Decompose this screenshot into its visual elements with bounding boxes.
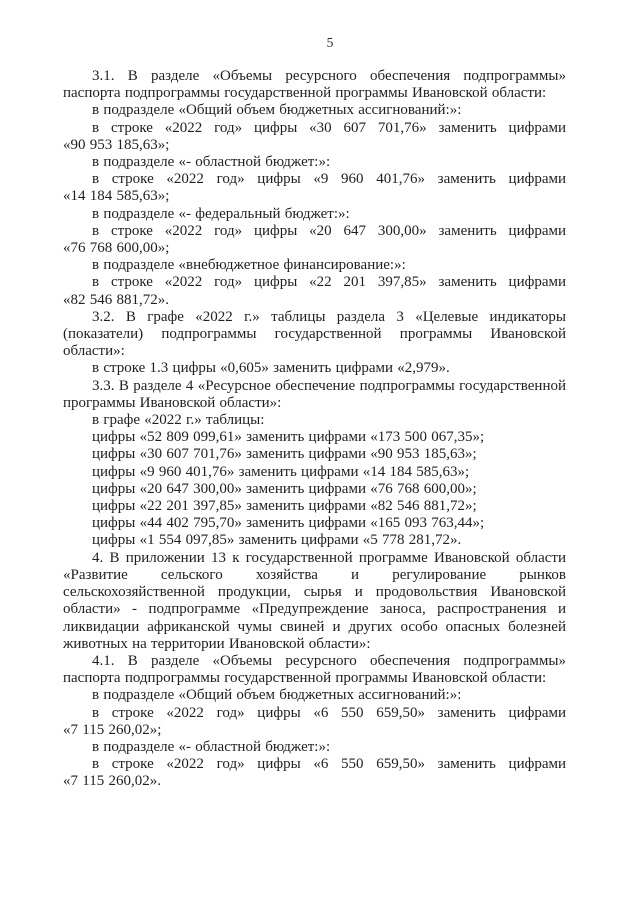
page-number: 5: [326, 35, 334, 50]
paragraph-2: в подразделе «Общий объем бюджетных ассигнований:»:: [92, 102, 462, 119]
paragraph-5: в строке «2022 год» цифры «9 960 401,76» заменить цифрами «14 184 585,63»;: [63, 171, 566, 205]
paragraph-15: цифры «30 607 701,76» заменить цифрами «90 953 185,63»;: [92, 446, 477, 463]
paragraph-23: в подразделе «Общий объем бюджетных ассигнований:»:: [92, 687, 462, 704]
paragraph-8: в подразделе «внебюджетное финансирование:»:: [92, 257, 406, 274]
paragraph-19: цифры «44 402 795,70» заменить цифрами «165 093 763,44»;: [92, 515, 485, 532]
paragraph-9: в строке «2022 год» цифры «22 201 397,85» заменить цифрами «82 546 881,72».: [63, 274, 566, 308]
paragraph-26: в строке «2022 год» цифры «6 550 659,50» заменить цифрами «7 115 260,02».: [63, 756, 566, 790]
paragraph-18: цифры «22 201 397,85» заменить цифрами «82 546 881,72»;: [92, 498, 477, 515]
paragraph-25: в подразделе «- областной бюджет:»:: [92, 738, 331, 755]
document-body: [63, 68, 566, 791]
paragraph-13: в графе «2022 г.» таблицы:: [92, 412, 265, 429]
paragraph-3: в строке «2022 год» цифры «30 607 701,76» заменить цифрами «90 953 185,63»;: [63, 119, 566, 153]
paragraph-21: 4. В приложении 13 к государственной программе Ивановской области «Развитие сельского хозяйства и регулирование рынков сельскохозяйственной продукции, сырья и продовольствия Ивановской области» - подпрограмме «Предупреждение заноса, распространения и ликвидации африканской чумы свиней и других особо опасных болезней животных на территории Ивановской области»:: [63, 549, 566, 652]
paragraph-22: 4.1. В разделе «Объемы ресурсного обеспечения подпрограммы» паспорта подпрограммы государственной программы Ивановской области:: [63, 652, 566, 687]
paragraph-6: в подразделе «- федеральный бюджет:»:: [92, 205, 350, 222]
paragraph-11: в строке 1.3 цифры «0,605» заменить цифрами «2,979».: [92, 360, 450, 377]
paragraph-1: 3.1. В разделе «Объемы ресурсного обеспечения подпрограммы» паспорта подпрограммы государственной программы Ивановской области:: [63, 68, 566, 102]
paragraph-24: в строке «2022 год» цифры «6 550 659,50» заменить цифрами «7 115 260,02»;: [63, 704, 566, 738]
paragraph-10: 3.2. В графе «2022 г.» таблицы раздела 3 «Целевые индикаторы (показатели) подпрограммы государственной программы Ивановской области»:: [63, 308, 566, 360]
paragraph-17: цифры «20 647 300,00» заменить цифрами «76 768 600,00»;: [92, 480, 477, 497]
paragraph-12: 3.3. В разделе 4 «Ресурсное обеспечение подпрограммы государственной программы Ивановской области»:: [63, 377, 566, 411]
paragraph-16: цифры «9 960 401,76» заменить цифрами «14 184 585,63»;: [92, 463, 470, 480]
paragraph-7: в строке «2022 год» цифры «20 647 300,00» заменить цифрами «76 768 600,00»;: [63, 222, 566, 257]
paragraph-4: в подразделе «- областной бюджет:»:: [92, 154, 331, 171]
paragraph-14: цифры «52 809 099,61» заменить цифрами «173 500 067,35»;: [92, 429, 485, 446]
paragraph-20: цифры «1 554 097,85» заменить цифрами «5 778 281,72».: [92, 532, 462, 549]
